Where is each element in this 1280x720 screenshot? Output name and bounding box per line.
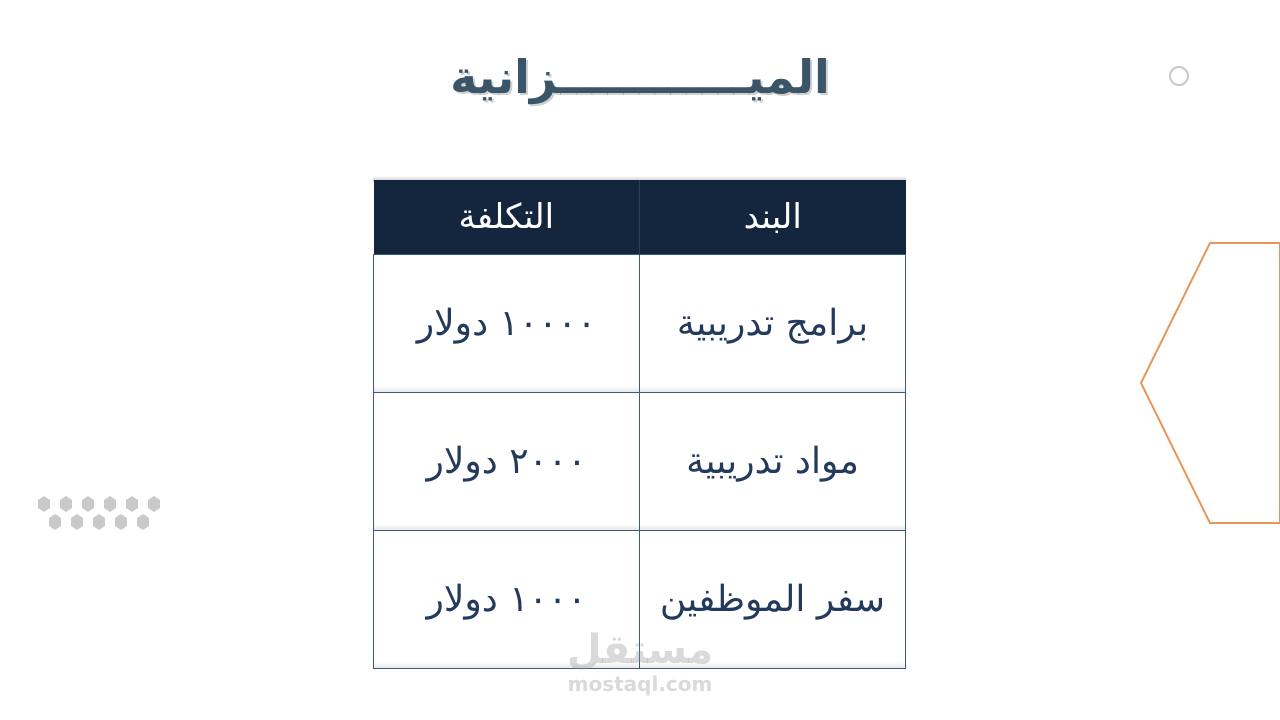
table-row xyxy=(374,255,906,393)
watermark xyxy=(540,628,740,696)
hexagon-outline-icon xyxy=(1138,240,1280,526)
watermark-latin: mostaql.com xyxy=(567,672,713,696)
cell-cost: ١٠٠٠ دولار xyxy=(374,531,640,669)
header-item: البند xyxy=(640,180,906,255)
table-header-row xyxy=(374,180,906,255)
budget-table xyxy=(373,180,906,669)
slide-title: الميــــــــــــزانية xyxy=(450,50,830,104)
cell-item: مواد تدريبية xyxy=(640,393,906,531)
watermark-arabic: مستقل xyxy=(566,627,714,673)
circle-outline-icon xyxy=(1169,66,1189,86)
table-row xyxy=(374,393,906,531)
cell-cost: ١٠٠٠٠ دولار xyxy=(374,255,640,393)
header-cost: التكلفة xyxy=(374,180,640,255)
cell-item: سفر الموظفين xyxy=(640,531,906,669)
cell-item: برامج تدريبية xyxy=(640,255,906,393)
honeycomb-pattern-icon xyxy=(34,494,166,536)
cell-cost: ٢٠٠٠ دولار xyxy=(374,393,640,531)
